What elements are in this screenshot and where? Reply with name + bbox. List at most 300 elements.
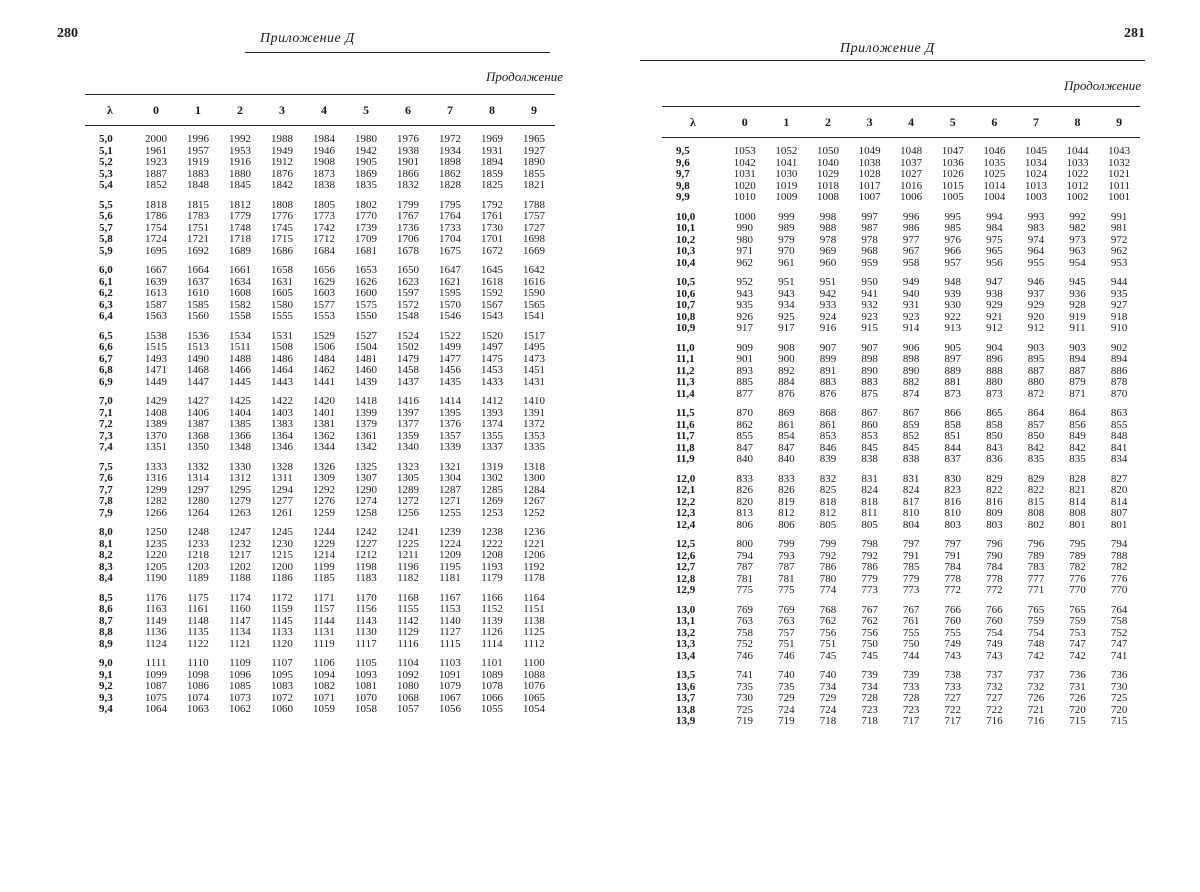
value-cell: 968 xyxy=(861,245,878,257)
value-cell: 861 xyxy=(819,418,837,431)
value-cell: 981 xyxy=(1110,222,1128,234)
value-cell: 845 xyxy=(902,441,920,454)
value-cell: 1261 xyxy=(271,506,293,519)
value-cell: 754 xyxy=(986,626,1003,639)
value-cell: 864 xyxy=(1069,407,1086,419)
value-cell: 1040 xyxy=(816,156,839,169)
value-cell: 885 xyxy=(736,376,754,388)
value-cell: 1242 xyxy=(355,526,377,538)
value-cell: 1664 xyxy=(187,264,209,276)
value-cell: 790 xyxy=(986,549,1003,562)
value-cell: 853 xyxy=(861,430,878,442)
value-cell: 1280 xyxy=(187,495,209,507)
column-header: 2 xyxy=(807,107,849,138)
value-cell: 1783 xyxy=(187,210,209,222)
value-cell: 898 xyxy=(902,353,920,365)
lambda-cell: 10,5 xyxy=(676,276,696,288)
value-cell: 773 xyxy=(861,584,878,596)
value-cell: 1058 xyxy=(355,703,377,715)
value-cell: 1522 xyxy=(439,329,461,342)
value-cell: 972 xyxy=(1110,233,1128,246)
value-cell: 778 xyxy=(944,572,962,585)
value-cell: 768 xyxy=(819,603,837,616)
value-cell: 720 xyxy=(1069,703,1086,716)
value-cell: 1678 xyxy=(397,244,419,257)
value-cell: 1083 xyxy=(271,680,293,692)
value-cell: 1112 xyxy=(523,637,545,650)
value-cell: 1429 xyxy=(145,395,167,407)
header-rule xyxy=(245,52,550,53)
value-cell: 978 xyxy=(819,233,837,246)
value-cell: 1511 xyxy=(229,341,251,353)
value-cell: 867 xyxy=(861,407,878,419)
column-header: 1 xyxy=(177,95,219,126)
value-cell: 1250 xyxy=(145,526,167,538)
lambda-cell: 13,4 xyxy=(676,649,696,662)
value-cell: 781 xyxy=(778,572,795,585)
value-cell: 1931 xyxy=(481,144,503,157)
value-cell: 799 xyxy=(778,538,795,550)
value-cell: 1838 xyxy=(313,179,335,191)
value-cell: 854 xyxy=(778,430,795,442)
value-cell: 1414 xyxy=(439,395,461,407)
value-cell: 1160 xyxy=(229,603,251,615)
value-cell: 1504 xyxy=(355,341,377,353)
table-row xyxy=(662,562,1140,574)
value-cell: 874 xyxy=(902,387,920,400)
value-cell: 1125 xyxy=(523,626,545,638)
value-cell: 767 xyxy=(902,603,920,616)
table-row xyxy=(85,342,555,354)
table-row xyxy=(85,508,555,520)
value-cell: 1845 xyxy=(229,179,251,191)
value-cell: 1477 xyxy=(439,352,461,365)
value-cell: 1011 xyxy=(1108,179,1130,192)
value-cell: 1880 xyxy=(229,167,251,180)
value-cell: 943 xyxy=(778,287,795,300)
table-row xyxy=(85,246,555,258)
value-cell: 883 xyxy=(819,376,837,388)
value-cell: 1227 xyxy=(355,537,377,550)
value-cell: 1157 xyxy=(313,603,335,615)
value-cell: 1163 xyxy=(145,603,167,615)
value-cell: 1135 xyxy=(187,626,209,638)
value-cell: 1821 xyxy=(523,179,545,191)
lambda-cell: 7,3 xyxy=(99,429,113,442)
lambda-cell: 8,2 xyxy=(99,549,113,561)
value-cell: 1000 xyxy=(733,210,756,223)
table-row xyxy=(662,169,1140,181)
value-cell: 965 xyxy=(986,245,1003,257)
value-cell: 1361 xyxy=(355,429,377,442)
value-cell: 1037 xyxy=(900,156,923,169)
value-cell: 1667 xyxy=(145,264,167,276)
value-cell: 779 xyxy=(861,572,878,585)
table-row xyxy=(662,539,1140,551)
lambda-cell: 7,7 xyxy=(99,483,113,496)
value-cell: 756 xyxy=(861,626,878,639)
lambda-cell: 11,6 xyxy=(676,418,695,431)
value-cell: 1203 xyxy=(187,560,209,573)
table-row xyxy=(662,454,1140,466)
value-cell: 1357 xyxy=(439,429,461,442)
value-cell: 1255 xyxy=(439,506,461,519)
value-cell: 812 xyxy=(778,507,795,519)
value-cell: 810 xyxy=(944,507,962,519)
value-cell: 1174 xyxy=(229,591,251,604)
value-cell: 1658 xyxy=(271,264,293,276)
value-cell: 848 xyxy=(1110,430,1128,442)
value-cell: 1152 xyxy=(481,603,503,615)
value-cell: 1479 xyxy=(397,352,419,365)
value-cell: 767 xyxy=(861,603,878,616)
value-cell: 1416 xyxy=(397,395,419,407)
value-cell: 1689 xyxy=(229,244,251,257)
value-cell: 859 xyxy=(902,418,920,431)
value-cell: 772 xyxy=(986,584,1003,596)
lambda-cell: 5,6 xyxy=(99,210,113,222)
value-cell: 993 xyxy=(1027,210,1045,223)
value-cell: 1085 xyxy=(229,680,251,692)
value-cell: 1672 xyxy=(481,244,503,257)
lambda-cell: 7,0 xyxy=(99,395,113,407)
table-row xyxy=(662,508,1140,520)
value-cell: 1181 xyxy=(439,572,461,584)
value-cell: 735 xyxy=(736,680,754,693)
value-cell: 798 xyxy=(861,538,878,550)
value-cell: 1239 xyxy=(439,526,461,538)
value-cell: 748 xyxy=(1027,638,1045,650)
value-cell: 1923 xyxy=(145,156,167,168)
value-cell: 988 xyxy=(819,222,837,234)
value-cell: 1393 xyxy=(481,406,503,419)
value-cell: 1198 xyxy=(355,560,377,573)
value-cell: 956 xyxy=(986,256,1003,269)
table-row xyxy=(662,616,1140,628)
value-cell: 1761 xyxy=(481,210,503,222)
value-cell: 1021 xyxy=(1108,168,1131,180)
value-cell: 1575 xyxy=(355,298,377,311)
value-cell: 1147 xyxy=(229,614,251,627)
value-cell: 1082 xyxy=(313,680,335,692)
column-header: 3 xyxy=(261,95,303,126)
table-row xyxy=(85,473,555,485)
value-cell: 1383 xyxy=(271,418,293,430)
lambda-cell: 6,6 xyxy=(99,341,113,353)
value-cell: 915 xyxy=(861,322,878,334)
value-cell: 789 xyxy=(1069,549,1086,562)
value-cell: 726 xyxy=(1027,692,1045,704)
value-cell: 1202 xyxy=(229,560,251,573)
value-cell: 796 xyxy=(1027,538,1045,550)
lambda-cell: 7,9 xyxy=(99,506,113,519)
value-cell: 1869 xyxy=(355,167,377,180)
value-cell: 941 xyxy=(861,287,878,300)
table-row xyxy=(662,497,1140,509)
lambda-cell: 7,5 xyxy=(99,460,113,473)
value-cell: 1211 xyxy=(397,549,419,561)
value-cell: 1553 xyxy=(313,310,335,322)
value-cell: 816 xyxy=(986,495,1003,508)
value-cell: 1560 xyxy=(187,310,209,322)
value-cell: 1577 xyxy=(313,298,335,311)
value-cell: 746 xyxy=(778,649,795,662)
value-cell: 1848 xyxy=(187,179,209,191)
value-cell: 789 xyxy=(1027,549,1045,562)
value-cell: 1294 xyxy=(271,483,293,496)
value-cell: 1757 xyxy=(523,210,545,222)
value-cell: 1027 xyxy=(900,168,923,180)
value-cell: 1608 xyxy=(229,287,251,299)
value-cell: 951 xyxy=(778,276,795,288)
value-cell: 803 xyxy=(986,518,1003,531)
value-cell: 1122 xyxy=(187,637,209,650)
value-cell: 716 xyxy=(1027,715,1045,727)
value-cell: 1065 xyxy=(523,691,545,704)
column-header: 6 xyxy=(387,95,429,126)
value-cell: 1374 xyxy=(481,418,503,430)
value-cell: 1745 xyxy=(271,221,293,234)
value-cell: 1012 xyxy=(1066,179,1089,192)
value-cell: 1081 xyxy=(355,680,377,692)
column-header: 3 xyxy=(849,107,891,138)
lambda-cell: 6,2 xyxy=(99,287,113,299)
value-cell: 960 xyxy=(819,256,837,269)
value-cell: 745 xyxy=(861,649,878,662)
value-cell: 1139 xyxy=(481,614,503,627)
value-cell: 1376 xyxy=(439,418,461,430)
table-row xyxy=(85,527,555,539)
value-cell: 1148 xyxy=(187,614,209,627)
value-cell: 1107 xyxy=(271,657,293,669)
value-cell: 761 xyxy=(902,615,920,627)
lambda-cell: 10,3 xyxy=(676,245,696,257)
lambda-cell: 9,5 xyxy=(676,145,690,157)
value-cell: 957 xyxy=(944,256,962,269)
value-cell: 1724 xyxy=(145,233,167,245)
value-cell: 1266 xyxy=(145,506,167,519)
value-cell: 1706 xyxy=(397,233,419,245)
value-cell: 1486 xyxy=(271,352,293,365)
value-cell: 886 xyxy=(1110,364,1128,377)
value-cell: 1056 xyxy=(439,703,461,715)
value-cell: 1156 xyxy=(355,603,377,615)
value-cell: 765 xyxy=(1027,603,1045,616)
value-cell: 1003 xyxy=(1024,191,1047,203)
table-row xyxy=(662,312,1140,324)
table-row xyxy=(85,496,555,508)
value-cell: 1176 xyxy=(145,591,167,604)
value-cell: 1695 xyxy=(145,244,167,257)
value-cell: 929 xyxy=(1027,299,1045,311)
value-cell: 1546 xyxy=(439,310,461,322)
value-cell: 914 xyxy=(902,322,920,334)
value-cell: 1285 xyxy=(481,483,503,496)
value-cell: 1692 xyxy=(187,244,209,257)
value-cell: 739 xyxy=(902,669,920,681)
value-cell: 855 xyxy=(1110,418,1128,431)
value-cell: 771 xyxy=(1027,584,1045,596)
value-cell: 1300 xyxy=(523,472,545,484)
value-cell: 1524 xyxy=(397,329,419,342)
value-cell: 893 xyxy=(736,364,754,377)
value-cell: 1339 xyxy=(439,441,461,453)
value-cell: 1389 xyxy=(145,418,167,430)
value-cell: 1727 xyxy=(523,221,545,234)
lambda-cell: 8,7 xyxy=(99,614,113,627)
value-cell: 1143 xyxy=(355,614,377,627)
value-cell: 824 xyxy=(861,484,878,496)
value-cell: 1328 xyxy=(271,460,293,473)
value-cell: 1091 xyxy=(439,668,461,681)
column-header: 5 xyxy=(345,95,387,126)
value-cell: 1605 xyxy=(271,287,293,299)
value-cell: 1698 xyxy=(523,233,545,245)
value-cell: 1364 xyxy=(271,429,293,442)
column-header: 4 xyxy=(303,95,345,126)
column-header: 0 xyxy=(724,107,766,138)
value-cell: 1323 xyxy=(397,460,419,473)
value-cell: 1151 xyxy=(523,603,545,615)
value-cell: 808 xyxy=(1027,507,1045,519)
value-cell: 945 xyxy=(1069,276,1086,288)
value-cell: 1134 xyxy=(229,626,251,638)
value-cell: 924 xyxy=(819,310,837,323)
value-cell: 1887 xyxy=(145,167,167,180)
value-cell: 996 xyxy=(902,210,920,223)
table-row xyxy=(662,574,1140,586)
value-cell: 729 xyxy=(819,692,837,704)
lambda-cell: 6,3 xyxy=(99,298,113,311)
value-cell: 744 xyxy=(902,649,920,662)
value-cell: 835 xyxy=(1069,453,1086,465)
value-cell: 1063 xyxy=(187,703,209,715)
value-cell: 1639 xyxy=(145,275,167,288)
value-cell: 1342 xyxy=(355,441,377,453)
value-cell: 1555 xyxy=(271,310,293,322)
value-cell: 1087 xyxy=(145,680,167,692)
value-cell: 873 xyxy=(986,387,1003,400)
value-cell: 1116 xyxy=(397,637,419,650)
value-cell: 1493 xyxy=(145,352,167,365)
value-cell: 1441 xyxy=(313,375,335,388)
value-cell: 1344 xyxy=(313,441,335,453)
lambda-cell: 10,7 xyxy=(676,299,696,311)
column-header: 8 xyxy=(1057,107,1099,138)
value-cell: 955 xyxy=(1027,256,1045,269)
value-cell: 819 xyxy=(778,495,795,508)
value-cell: 906 xyxy=(902,341,920,354)
value-cell: 1435 xyxy=(439,375,461,388)
value-cell: 935 xyxy=(1110,287,1128,300)
table-row xyxy=(85,658,555,670)
value-cell: 1355 xyxy=(481,429,503,442)
lambda-cell: 10,6 xyxy=(676,287,696,300)
value-cell: 1032 xyxy=(1108,156,1131,169)
value-cell: 884 xyxy=(778,376,795,388)
table-row xyxy=(662,693,1140,705)
lambda-cell: 5,2 xyxy=(99,156,113,168)
value-cell: 900 xyxy=(778,353,795,365)
value-cell: 1815 xyxy=(187,198,209,211)
value-cell: 912 xyxy=(1027,322,1045,334)
value-cell: 758 xyxy=(1110,615,1128,627)
value-cell: 1401 xyxy=(313,406,335,419)
value-cell: 895 xyxy=(1027,353,1045,365)
value-cell: 1218 xyxy=(187,549,209,561)
value-cell: 1212 xyxy=(355,549,377,561)
value-cell: 878 xyxy=(1110,376,1128,388)
value-cell: 1095 xyxy=(271,668,293,681)
function-table xyxy=(85,94,555,716)
table-row xyxy=(662,300,1140,312)
value-cell: 1704 xyxy=(439,233,461,245)
value-cell: 1852 xyxy=(145,179,167,191)
value-cell: 1718 xyxy=(229,233,251,245)
lambda-cell: 6,8 xyxy=(99,364,113,376)
value-cell: 1346 xyxy=(271,441,293,453)
value-cell: 1074 xyxy=(187,691,209,704)
value-cell: 943 xyxy=(736,287,754,300)
value-cell: 881 xyxy=(944,376,962,388)
value-cell: 863 xyxy=(1110,407,1128,419)
value-cell: 718 xyxy=(861,715,878,727)
lambda-cell: 9,6 xyxy=(676,156,690,169)
value-cell: 1019 xyxy=(775,179,798,192)
lambda-cell: 5,1 xyxy=(99,144,113,157)
value-cell: 1585 xyxy=(187,298,209,311)
value-cell: 1182 xyxy=(397,572,419,584)
value-cell: 862 xyxy=(736,418,754,431)
header-rule xyxy=(640,60,1145,61)
value-cell: 997 xyxy=(861,210,878,223)
value-cell: 778 xyxy=(986,572,1003,585)
value-cell: 1754 xyxy=(145,221,167,234)
value-cell: 734 xyxy=(819,680,837,693)
value-cell: 850 xyxy=(1027,430,1045,442)
value-cell: 769 xyxy=(778,603,795,616)
value-cell: 1222 xyxy=(481,537,503,550)
value-cell: 938 xyxy=(986,287,1003,300)
value-cell: 1497 xyxy=(481,341,503,353)
lambda-cell: 6,1 xyxy=(99,275,113,288)
value-cell: 947 xyxy=(986,276,1003,288)
lambda-cell: 10,9 xyxy=(676,322,696,334)
value-cell: 1715 xyxy=(271,233,293,245)
value-cell: 1047 xyxy=(941,145,964,157)
value-cell: 826 xyxy=(736,484,754,496)
value-cell: 940 xyxy=(902,287,920,300)
lambda-cell: 12,6 xyxy=(676,549,696,562)
value-cell: 762 xyxy=(861,615,878,627)
value-cell: 803 xyxy=(944,518,962,531)
value-cell: 917 xyxy=(736,322,754,334)
value-cell: 1934 xyxy=(439,144,461,157)
value-cell: 1138 xyxy=(523,614,545,627)
value-cell: 1062 xyxy=(229,703,251,715)
value-cell: 1795 xyxy=(439,198,461,211)
value-cell: 1541 xyxy=(523,310,545,322)
lambda-cell: 8,4 xyxy=(99,572,113,584)
value-cell: 1232 xyxy=(229,537,251,550)
value-cell: 942 xyxy=(819,287,837,300)
value-cell: 1209 xyxy=(439,549,461,561)
value-cell: 783 xyxy=(1027,561,1045,573)
value-cell: 837 xyxy=(944,453,962,465)
value-cell: 727 xyxy=(944,692,962,704)
value-cell: 1675 xyxy=(439,244,461,257)
value-cell: 776 xyxy=(1110,572,1128,585)
